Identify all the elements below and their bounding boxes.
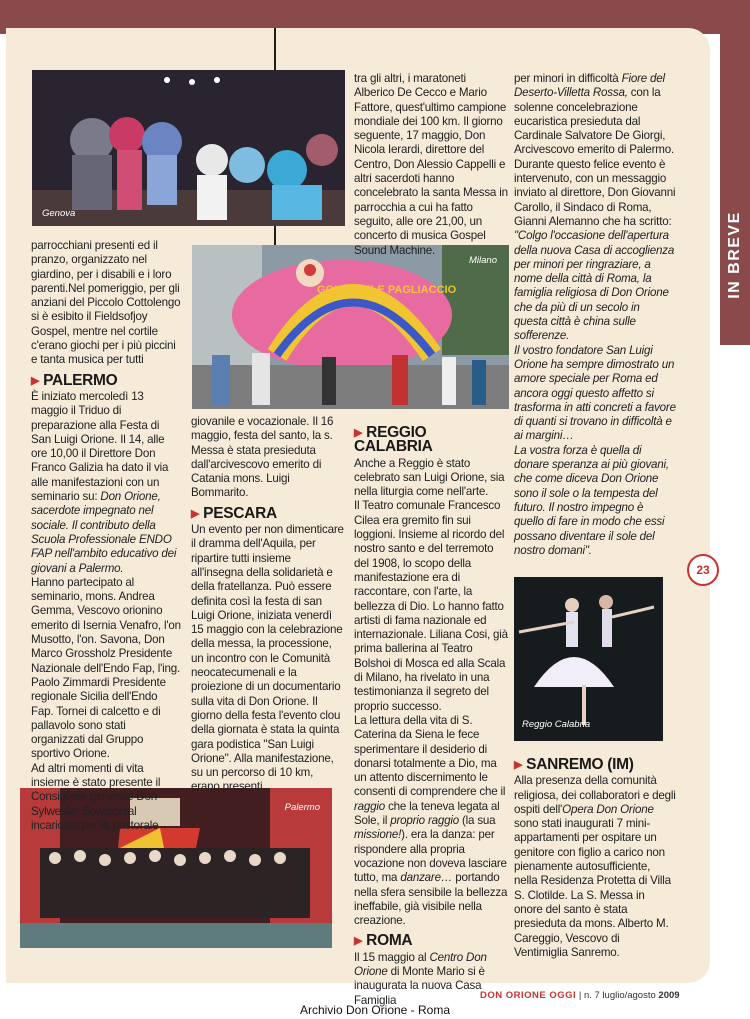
section-heading-palermo [31,371,182,389]
col3-p4a: La lettura della vita di S. Caterina da Siena le fece sperimentare il desiderio di donarsi totalmente a Dio, ma un attento discernimento le consenti di comprendere che il [354,713,506,799]
photo-caption-milano: Milano [469,255,497,266]
col4-paragraph-3 [514,774,676,960]
col3-p4c: (la sua [462,814,496,828]
archive-label: Archivio Don Orione - Roma [299,1003,451,1017]
col3-p4b: che la teneva legata al Sole, il [354,799,500,828]
section-bullet-icon: ▶ [514,759,523,771]
col3-p5a: Il 15 maggio al [354,950,427,964]
footer-line [480,990,680,1001]
heading-reggio-label: REGGIO CALABRIA [354,424,433,456]
col3-p5b: di Monte Mario si è inaugurata la nuova Casa Famiglia [354,964,485,1007]
photo-caption-palermo: Palermo [284,802,320,813]
col1-paragraph-2 [31,390,182,576]
col2-paragraph-1: giovanile e vocazionale. Il 16 maggio, festa del santo, la s. Messa è stata presieduta dall'arcivescovo emerito di Catania mons. Luigi Bommarito. [191,415,334,500]
heading-palermo-label: PALERMO [43,371,118,389]
column-3 [354,72,508,258]
col4-paragraph-2: Durante questo felice evento è intervenuto, con un messaggio inviato al direttore, Don Giovanni Carollo, il Sindaco di Roma, Gianni Alemanno che ha scritto: [514,157,676,228]
section-bullet-icon: ▶ [31,374,40,387]
col1-paragraph-4: Ad altri momenti di vita insieme è stato presente il Consigliere generale Don Sylwester Sowizdrzal incaricato per la pastorale [31,761,161,832]
col3-p4e: portando nella sfera sensibile la bellezza ineffabile, già visibile nella creazione. [354,871,508,928]
col3-paragraph-4 [354,714,508,928]
section-bullet-icon: ▶ [354,935,363,948]
col2-paragraph-2: Un evento per non dimenticare il dramma dell'Aquila, per ripartire tutti insieme all'insegna della solidarietà e della fratellanza. Può essere definita così la festa di san Luigi Orione, iniziata venerdì 15 maggio con la celebrazione della messa, la processione, un incontro con le Comunità neocatecumenali e la proiezione di un documentario sulla vita di Don Orione. Il giorno della festa l'evento clou della giornata è stata la quinta gara podistica "San Luigi Orione". Alla manifestazione, su un percorso di 10 km, erano presenti, [191,523,344,794]
footer-brand: DON ORIONE OGGI [480,990,577,1001]
column-1 [31,239,182,833]
col3-paragraph-3: Il Teatro comunale Francesco Cilea era gremito fin sui loggioni. Insieme al ricordo del nostro santo e del terremoto del 1908, lo scopo della manifestazione era di raccontare, con l'arte, la bellezza di Dio. Lo hanno fatto artisti di fama nazionale ed internazionale. Liliana Cosi, già prima ballerina al Teatro Bolshoi di Mosca ed alla Scala di Milano, ha rivelato in una testimonianza il segreto del proprio successo. [354,499,508,713]
heading-roma-label: ROMA [366,932,413,950]
col4-quote-1-text: "Colgo l'occasione dell'apertura della nuova Casa di accoglienza per minori per ringraziare, a nome della città di Roma, la famiglia religiosa di Don Orione che da più di un secolo in questa città è china sulle sofferenze. [514,229,675,343]
col3-paragraph-1: tra gli altri, i maratoneti Alberico De Cecco e Mario Fattore, quest'ultimo campione mondiale dei 100 km. Il giorno seguente, 17 maggio, Don Nicola Ierardi, direttore del Centro, Don Alessio Cappelli e altri sacerdoti hanno concelebrato la santa Messa in parrocchia a cui ha fatto seguito, alle ore 21,00, un concerto di musica Gospel Sound Machine. [354,72,508,257]
column-3-lower [354,420,508,1008]
photo-reggio-calabria [514,577,663,741]
section-bullet-icon: ▶ [191,507,200,520]
photo-genova-image [32,70,345,226]
column-4-lower [514,752,676,960]
col4-quote-2 [514,344,676,444]
col1-p2-text: È iniziato mercoledì 13 maggio il Triduo di preparazione alla Festa di San Luigi Orione. Il 14, alle ore 10,00 il Direttore Don Franco Galizia ha dato il via alle manifestazioni con un seminario su: [31,389,169,504]
col4-p1a: per minori in difficoltà [514,72,619,85]
heading-sanremo-label: SANREMO (IM) [526,756,634,773]
photo-caption-reggio: Reggio Calabria [522,719,591,730]
col3-p4-italic-4: danzare… [400,871,453,885]
section-heading-pescara [191,504,344,522]
col1-paragraph-3: Hanno partecipato al seminario, mons. Andrea Gemma, Vescovo orionino emerito di Isernia Venafro, l'on Musotto, l'on. Savona, Don Marco Grossholz Presidente Nazionale dell'Endo Fap, l'ing. Paolo Zimmardi Presidente regionale Sicilia dell'Endo Fap. Tornei di calcetto e di pallavolo sono stati organizzati dal Gruppo sportivo Orione. [31,575,181,761]
section-heading-reggio-calabria [354,426,508,455]
col4-p3-italic: Opera Don Orione [562,802,654,816]
footer-year: 2009 [658,990,680,1001]
col3-p5-italic: Centro Don Orione [354,950,487,978]
col4-quote-3 [514,444,676,558]
milano-banner-text: GONFIABILE PAGLIACCIO [317,284,457,296]
column-2 [191,415,344,795]
col3-p4-italic-1: raggio [354,799,386,813]
col4-quote-2-text: Il vostro fondatore San Luigi Orione ha sempre dimostrato un amore speciale per Roma ed ancora oggi questo affetto si trasforma in atti concreti a favore di quanti si trovano in difficoltà e ai margini… [514,343,676,443]
photo-milano [192,245,509,409]
col4-p3b: sono stati inaugurati 7 mini-appartamenti per ospitare un genitore con figlio a carico non pienamente autosufficiente, nella Residenza Protetta di Villa S. Clotilde. La S. Messa in onore del santo è stata presieduta da mons. Alberto M. Careggio, Vescovo di Ventimiglia Sanremo. [514,817,671,959]
heading-pescara-label: PESCARA [203,504,277,522]
col4-paragraph-1 [514,72,676,158]
section-heading-roma [354,934,508,948]
col4-quote-1 [514,229,676,343]
page-number: 23 [687,554,719,586]
col4-p1b: con la solenne concelebrazione eucaristica presieduta dal Cardinale Salvatore De Giorgi, Arcivescovo emerito di Palermo. [514,86,675,157]
col3-p4d: ). era la danza: per rispondere alla propria vocazione non doveva lasciare tutto, ma [354,828,507,885]
in-breve-label: IN BREVE [726,211,743,299]
section-heading-sanremo [514,758,676,772]
photo-reggio-image [514,577,663,741]
section-bullet-icon: ▶ [354,427,363,439]
photo-genova [32,70,345,226]
footer-issue: n. 7 luglio/agosto [583,990,656,1001]
col3-p4-italic-2: proprio raggio [390,814,459,828]
col3-paragraph-2: Anche a Reggio è stato celebrato san Luigi Orione, sia nella liturgia come nell'arte. [354,456,505,499]
footer-separator: | [578,990,582,1001]
photo-milano-image [192,245,509,409]
photo-caption-genova: Genova [42,208,76,219]
in-breve-tab [720,196,750,314]
col3-p4-italic-3: missione! [354,828,402,842]
col1-intro: parrocchiani presenti ed il pranzo, organizzato nel giardino, per i disabili e i loro parenti.Nel pomeriggio, per gli anziani del Piccolo Cottolengo si è esibito il Fieldsofjoy Gospel, mentre nel cortile c'erano giochi per i più piccini e tanta musica per tutti [31,239,181,367]
col1-p2-italic: Don Orione, sacerdote impegnato nel sociale. Il contributo della Scuola Professionale ENDO FAP nell'ambito educativo dei giovani a Palermo. [31,490,177,575]
col4-p1-italic: Fiore del Deserto-Villetta Rossa, [514,72,665,100]
column-4 [514,72,676,558]
col4-p3a: Alla presenza della comunità religiosa, dei collaboratori e degli ospiti dell' [514,774,676,816]
col4-quote-3-text: La vostra forza è quella di donare speranza ai più giovani, che come diceva Don Orione sono il sole o la tempesta del futuro. Il nostro impegno è quello di fare in modo che essi possano diventare il sole del nostro domani". [514,443,669,557]
